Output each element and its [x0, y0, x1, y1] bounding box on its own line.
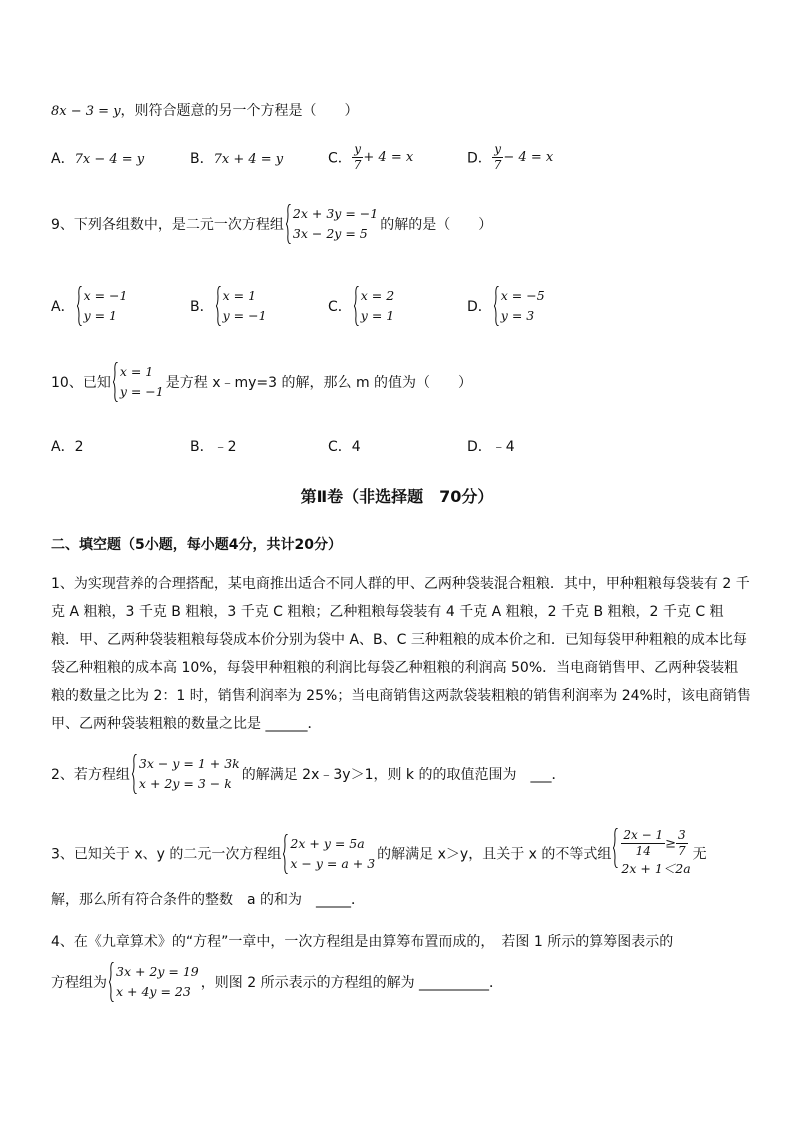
q9-option-d: D． x = −5 y = 3: [467, 286, 547, 326]
q10-option-d: D．﹣4: [467, 439, 515, 455]
fraction: $\frac{3}{7}$: [678, 828, 686, 858]
equation-system: x = −1 y = 1: [77, 286, 128, 326]
fill-question-3: 3、已知关于 x、y 的二元一次方程组 2x + y = 5a x − y = a + 3 的解满足 x＞y，且关于 x 的不等式组 $\frac{2x - 1}{14}$ ≥ $\frac{3}{7}$ 2x + 1＜2a 无: [51, 828, 707, 879]
equation-system: 3x − y = 1 + 3k x + 2y = 3 − k: [132, 754, 240, 794]
q8-option-b: B．7x + 4 = y: [190, 151, 284, 167]
q10-option-b: B．﹣2: [190, 439, 237, 455]
part-title: 第Ⅱ卷（非选择题 70分）: [300, 487, 494, 506]
q8-equation: 8x − 3 = y: [51, 104, 121, 119]
fill-question-4-line2: 方程组为 3x + 2y = 19 x + 4y = 23 ，则图 2 所示表示的方程组的解为 __________．: [51, 962, 503, 1002]
equation-system: 2x + y = 5a x − y = a + 3: [283, 834, 375, 874]
equation-system: x = 1 y = −1: [216, 286, 267, 326]
q8-option-d: D． $\frac{y}{7}$ − 4 = x: [467, 142, 554, 172]
fill-question-4: 4、在《九章算术》的“方程”一章中，一次方程组是由算筹布置而成的， 若图 1 所示的算筹图表示的: [51, 934, 674, 950]
q8-stem-text: ，则符合题意的另一个方程是（ ）: [120, 103, 359, 119]
equation-system: x = −5 y = 3: [494, 286, 545, 326]
fill-question-3-line2: 解，那么所有符合条件的整数 a 的和为 _____．: [51, 892, 366, 908]
q9-option-b: B． x = 1 y = −1: [190, 286, 269, 326]
q10-option-a: A．2: [51, 439, 84, 455]
q8-stem: [51, 100, 359, 120]
fraction: $\frac{2x - 1}{14}$: [623, 828, 664, 858]
fill-question-1: 1、为实现营养的合理搭配，某电商推出适合不同人群的甲、乙两种袋装混合粗粮．其中，甲种粗粮每袋装有 2 千克 A 粗粮，3 千克 B 粗粮，3 千克 C 粗粮；乙种粗粮每袋装有 4 千克 A 粗粮，2 千克 B 粗粮，2 千克 C 粗粮．甲、乙两种袋装粗粮每袋成本价分别为袋中 A、B、C 三种粗粮的成本价之和．已知每袋甲种粗粮的成本比每袋乙种粗粮的成本高 10%，每袋甲种粗粮的利润比每袋乙种粗粮的利润高 50%．当电商销售甲、乙两种袋装粗粮的数量之比为 2：1 时，销售利润率为 25%；当电商销售这两款袋装粗粮的销售利润率为 24%时，该电商销售甲、乙两种袋装粗粮的数量之比是 ______．: [51, 576, 751, 732]
q8-option-a: A．7x − 4 = y: [51, 151, 145, 167]
equation-system: x = 2 y = 1: [354, 286, 394, 326]
q10-option-c: C．4: [328, 439, 361, 455]
fill-question-2: 2、若方程组 3x − y = 1 + 3k x + 2y = 3 − k 的解满足 2x﹣3y＞1，则 k 的的取值范围为 ___．: [51, 754, 565, 794]
q9-stem: 9、下列各组数中，是二元一次方程组 2x + 3y = −1 3x − 2y = 5 的解的是（ ）: [51, 204, 492, 244]
inequality-system: $\frac{2x - 1}{14}$ ≥ $\frac{3}{7}$ 2x + 1＜2a: [613, 828, 690, 879]
q8-option-c: C． $\frac{y}{7}$ + 4 = x: [328, 142, 414, 172]
q10-stem: 10、已知 x = 1 y = −1 是方程 x﹣my=3 的解，那么 m 的值为（ ）: [51, 362, 472, 402]
equation-system: x = 1 y = −1: [113, 362, 164, 402]
q9-option-a: A． x = −1 y = 1: [51, 286, 129, 326]
q9-option-c: C． x = 2 y = 1: [328, 286, 396, 326]
fraction: $\frac{y}{7}$: [353, 142, 362, 172]
equation-system: 3x + 2y = 19 x + 4y = 23: [109, 962, 199, 1002]
equation-system: 2x + 3y = −1 3x − 2y = 5: [286, 204, 378, 244]
section-title: 二、填空题（5小题，每小题4分，共计20分）: [51, 537, 342, 553]
fraction: $\frac{y}{7}$: [493, 142, 502, 172]
